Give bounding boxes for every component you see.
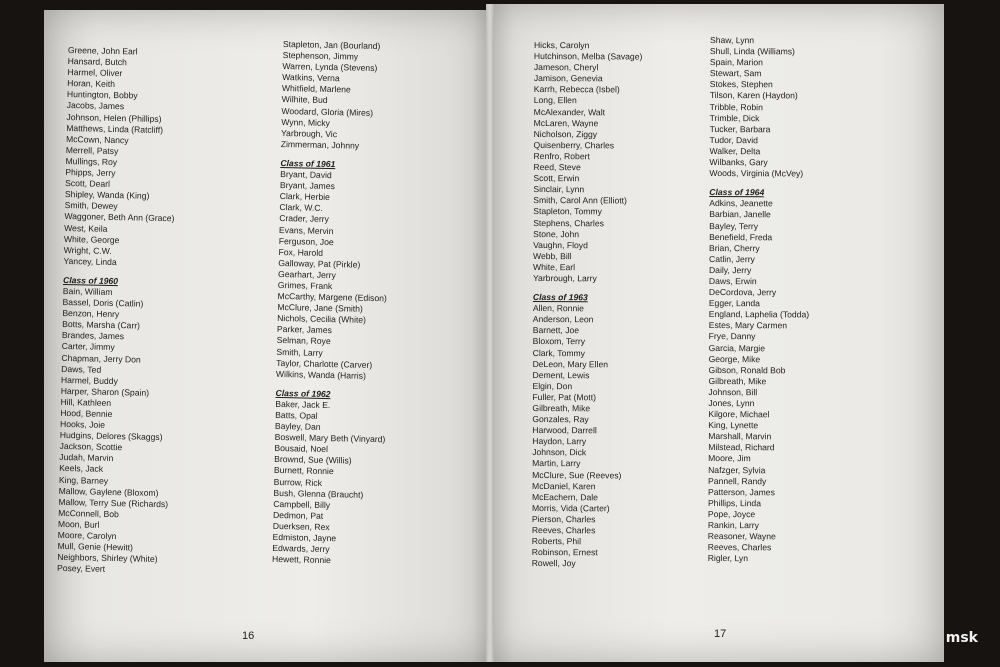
alumni-name: Johnson, Bill xyxy=(708,386,758,398)
alumni-name: Marshall, Marvin xyxy=(708,431,772,442)
alumni-name: Baker, Jack E. xyxy=(275,398,331,410)
alumni-name: Reasoner, Wayne xyxy=(707,531,776,542)
alumni-name: Duerksen, Rex xyxy=(272,520,330,533)
alumni-name: Wynn, Micky xyxy=(281,116,331,128)
alumni-name: Mull, Genie (Hewitt) xyxy=(57,541,134,553)
alumni-name: Harwood, Darrell xyxy=(532,425,597,436)
alumni-name: Stapleton, Jan (Bourland) xyxy=(282,39,381,52)
alumni-name: Wilkins, Wanda (Harris) xyxy=(275,368,367,381)
alumni-name: Nichols, Cecilia (White) xyxy=(277,313,367,326)
alumni-name: Huntington, Bobby xyxy=(66,89,138,101)
alumni-name: Milstead, Richard xyxy=(708,442,775,453)
alumni-name: Parker, James xyxy=(276,324,332,336)
alumni-name: Bush, Glenna (Braucht) xyxy=(273,487,364,500)
alumni-name: Bassel, Doris (Catlin) xyxy=(62,297,144,309)
alumni-name: Harper, Sharon (Spain) xyxy=(60,385,150,398)
alumni-name: Gonzales, Ray xyxy=(532,414,589,425)
alumni-name: Hicks, Carolyn xyxy=(533,40,590,51)
alumni-name: Tribble, Robin xyxy=(709,101,763,112)
alumni-name: Stephenson, Jimmy xyxy=(282,50,359,62)
alumni-name: Moore, Jim xyxy=(708,453,751,464)
alumni-name: Johnson, Helen (Phillips) xyxy=(66,111,162,124)
alumni-name: Yarbrough, Larry xyxy=(532,272,597,284)
left-page-column-2 xyxy=(272,39,394,568)
alumni-name: Quisenberry, Charles xyxy=(533,139,615,151)
alumni-name: Shaw, Lynn xyxy=(709,35,755,46)
alumni-name: Sinclair, Lynn xyxy=(533,184,585,195)
alumni-name: Phillips, Linda xyxy=(707,497,762,509)
alumni-name: McCown, Nancy xyxy=(65,133,129,146)
alumni-name: Hood, Bennie xyxy=(60,407,113,420)
alumni-name: Nicholson, Ziggy xyxy=(533,128,598,140)
alumni-name: Tudor, David xyxy=(709,134,758,146)
alumni-name: Bryant, James xyxy=(279,180,335,192)
alumni-name: McDaniel, Karen xyxy=(532,480,596,491)
alumni-name: Adkins, Jeanette xyxy=(709,198,773,209)
alumni-name: Clark, W.C. xyxy=(279,202,324,214)
alumni-name: Selman, Roye xyxy=(276,335,331,347)
alumni-name: Gilbreath, Mike xyxy=(532,402,591,414)
alumni-name: Whitfield, Marlene xyxy=(281,83,351,95)
alumni-name: Rigler, Lyn xyxy=(707,553,749,564)
alumni-name: Daws, Ted xyxy=(61,363,102,375)
alumni-name: Stewart, Sam xyxy=(709,68,762,79)
alumni-name: Ferguson, Joe xyxy=(278,235,334,247)
alumni-name: Hutchinson, Melba (Savage) xyxy=(533,51,643,62)
alumni-name: McAlexander, Walt xyxy=(533,106,606,117)
alumni-name: Robinson, Ernest xyxy=(531,547,598,558)
alumni-name: Horan, Keith xyxy=(67,78,116,90)
alumni-name: Pannell, Randy xyxy=(708,475,767,486)
alumni-name: Gibson, Ronald Bob xyxy=(708,364,786,376)
alumni-name: Mallow, Gaylene (Bloxom) xyxy=(58,485,159,498)
alumni-name: Waggoner, Beth Ann (Grace) xyxy=(64,211,175,224)
alumni-name: Stapleton, Tommy xyxy=(533,206,602,217)
alumni-name: Edmiston, Jayne xyxy=(272,531,337,544)
alumni-name: Phipps, Jerry xyxy=(65,167,116,179)
alumni-name: King, Barney xyxy=(58,474,109,486)
alumni-name: McClure, Jane (Smith) xyxy=(277,302,363,314)
alumni-name: England, Laphelia (Todda) xyxy=(708,309,810,320)
alumni-name: King, Lynette xyxy=(708,420,759,431)
right-page-number: 17 xyxy=(714,628,727,640)
alumni-name: Edwards, Jerry xyxy=(272,543,330,555)
alumni-name: Smith, Carol Ann (Elliott) xyxy=(533,195,627,206)
alumni-name: Moore, Carolyn xyxy=(57,529,117,542)
alumni-name: Clark, Tommy xyxy=(532,347,586,358)
alumni-name: Yancey, Linda xyxy=(63,255,117,267)
class-year-heading: Class of 1964 xyxy=(709,187,765,198)
alumni-name: Wilhite, Bud xyxy=(281,94,328,106)
alumni-name: Karrh, Rebecca (Isbel) xyxy=(533,84,620,95)
left-page-number: 16 xyxy=(242,630,255,642)
alumni-name: Bayley, Dan xyxy=(274,421,321,432)
alumni-name: Benzon, Henry xyxy=(62,308,120,320)
alumni-name: Evans, Mervin xyxy=(278,224,334,236)
alumni-name: McEachern, Dale xyxy=(531,491,598,503)
alumni-name: Stephens, Charles xyxy=(533,217,604,228)
alumni-name: Warren, Lynda (Stevens) xyxy=(282,61,378,74)
photographer-watermark: msk xyxy=(945,630,978,646)
alumni-name: McConnell, Bob xyxy=(58,507,119,520)
alumni-name: Reeves, Charles xyxy=(707,542,772,553)
book-spine xyxy=(486,4,494,662)
class-year-heading: Class of 1960 xyxy=(62,274,119,286)
class-year-heading: Class of 1963 xyxy=(532,292,588,303)
alumni-name: Smith, Larry xyxy=(276,346,323,358)
alumni-name: Judah, Marvin xyxy=(59,452,114,464)
alumni-name: Moon, Burl xyxy=(57,518,100,530)
alumni-name: George, Mike xyxy=(708,353,761,364)
alumni-name: White, Earl xyxy=(532,261,576,273)
alumni-name: Batts, Opal xyxy=(275,409,318,421)
alumni-name: Benefield, Freda xyxy=(709,231,773,242)
alumni-name: White, George xyxy=(63,233,120,245)
alumni-name: Bayley, Terry xyxy=(709,220,759,231)
alumni-name: Barbian, Janelle xyxy=(709,209,771,220)
right-page-column-2 xyxy=(708,35,811,565)
alumni-name: Fox, Harold xyxy=(278,246,324,258)
alumni-name: Tucker, Barbara xyxy=(709,123,771,135)
alumni-name: McLaren, Wayne xyxy=(533,117,599,128)
alumni-name: Patterson, James xyxy=(707,486,775,498)
left-page-column-1 xyxy=(57,45,178,577)
alumni-name: Hewett, Ronnie xyxy=(272,554,331,566)
alumni-name: Mallow, Terry Sue (Richards) xyxy=(58,496,169,509)
alumni-name: Hooks, Joie xyxy=(59,419,106,430)
alumni-name: Keels, Jack xyxy=(59,463,104,475)
alumni-name: Gearhart, Jerry xyxy=(277,268,336,281)
alumni-name: Spain, Marion xyxy=(709,57,763,68)
alumni-name: Wilbanks, Gary xyxy=(709,157,768,168)
alumni-name: Reed, Steve xyxy=(533,162,581,173)
alumni-name: Trimble, Dick xyxy=(709,112,760,123)
alumni-name: Burnett, Ronnie xyxy=(273,465,334,477)
alumni-name: Jones, Lynn xyxy=(708,397,755,409)
alumni-name: Johnson, Dick xyxy=(532,447,587,458)
class-year-heading: Class of 1961 xyxy=(280,157,336,170)
alumni-name: Walker, Delta xyxy=(709,145,761,157)
alumni-name: Neighbors, Shirley (White) xyxy=(57,552,158,565)
alumni-name: West, Keila xyxy=(64,222,108,234)
alumni-name: Bousaid, Noel xyxy=(274,443,329,455)
alumni-name: Mullings, Roy xyxy=(65,155,118,167)
alumni-name: Daws, Erwin xyxy=(708,275,757,287)
alumni-name: Zimmerman, Johnny xyxy=(280,138,360,151)
alumni-name: Hudgins, Delores (Skaggs) xyxy=(59,430,163,443)
alumni-name: Dedmon, Pat xyxy=(272,509,324,521)
alumni-name: Jacobs, James xyxy=(66,100,125,112)
alumni-name: Brownd, Sue (Willis) xyxy=(274,454,352,466)
alumni-name: Kilgore, Michael xyxy=(708,409,770,420)
alumni-name: Woodard, Gloria (Mires) xyxy=(281,105,374,118)
alumni-name: Campbell, Billy xyxy=(273,498,331,510)
alumni-name: Harmel, Oliver xyxy=(67,67,123,79)
alumni-name: Brandes, James xyxy=(61,330,125,342)
alumni-name: Webb, Bill xyxy=(533,250,572,261)
alumni-name: Smith, Dewey xyxy=(64,200,118,212)
alumni-name: Burrow, Rick xyxy=(273,476,323,488)
alumni-name: Pope, Joyce xyxy=(707,508,756,520)
alumni-name: Chapman, Jerry Don xyxy=(61,352,141,365)
alumni-name: Jackson, Scottie xyxy=(59,441,123,453)
alumni-name: Long, Ellen xyxy=(533,95,577,106)
alumni-name: Matthews, Linda (Ratcliff) xyxy=(66,122,164,135)
alumni-name: Scott, Erwin xyxy=(533,173,580,184)
alumni-name: Jameson, Cheryl xyxy=(533,62,599,73)
alumni-name: Carter, Jimmy xyxy=(61,341,115,353)
alumni-name: Rankin, Larry xyxy=(707,520,759,531)
alumni-name: Pierson, Charles xyxy=(531,513,596,525)
alumni-name: Rowell, Joy xyxy=(531,558,576,569)
alumni-name: Allen, Ronnie xyxy=(532,303,584,314)
alumni-name: Boswell, Mary Beth (Vinyard) xyxy=(274,432,386,445)
alumni-name: Bryant, David xyxy=(280,169,332,181)
alumni-name: Shull, Linda (Williams) xyxy=(709,46,795,57)
right-page-column-1 xyxy=(532,40,643,570)
class-year-heading: Class of 1962 xyxy=(275,387,331,399)
alumni-name: Taylor, Charlotte (Carver) xyxy=(276,357,373,370)
alumni-name: Barnett, Joe xyxy=(532,325,580,336)
alumni-name: DeLeon, Mary Ellen xyxy=(532,358,609,369)
alumni-name: Fuller, Pat (Mott) xyxy=(532,391,596,403)
alumni-name: Watkins, Verna xyxy=(282,72,340,84)
alumni-name: Greene, John Earl xyxy=(67,45,138,57)
alumni-name: Merrell, Patsy xyxy=(65,144,119,156)
alumni-name: Hansard, Butch xyxy=(67,56,127,68)
alumni-name: Renfro, Robert xyxy=(533,150,590,162)
alumni-name: Yarbrough, Vic xyxy=(280,127,338,139)
alumni-name: Roberts, Phil xyxy=(531,536,582,547)
alumni-name: Grimes, Frank xyxy=(277,279,333,292)
alumni-name: Harmel, Buddy xyxy=(60,374,118,386)
alumni-name: Crader, Jerry xyxy=(279,213,330,225)
alumni-name: DeCordova, Jerry xyxy=(708,287,777,298)
alumni-name: Catlin, Jerry xyxy=(709,253,755,264)
alumni-name: Frye, Danny xyxy=(708,331,756,342)
alumni-name: Elgin, Don xyxy=(532,380,573,391)
alumni-name: Woods, Virginia (McVey) xyxy=(709,168,804,179)
alumni-name: Hill, Kathleen xyxy=(60,396,112,408)
alumni-name: Stokes, Stephen xyxy=(709,79,773,90)
alumni-name: Scott, Dearl xyxy=(65,178,111,190)
alumni-name: Estes, Mary Carmen xyxy=(708,320,788,331)
alumni-name: Botts, Marsha (Carr) xyxy=(62,319,141,331)
alumni-name: Bloxom, Terry xyxy=(532,336,586,347)
alumni-name: Brian, Cherry xyxy=(709,242,760,253)
alumni-name: Gilbreath, Mike xyxy=(708,375,767,387)
alumni-name: Daily, Jerry xyxy=(708,264,752,276)
alumni-name: Haydon, Larry xyxy=(532,436,587,447)
alumni-name: Posey, Evert xyxy=(56,563,106,575)
alumni-name: Garcia, Margie xyxy=(708,342,766,353)
alumni-name: Martin, Larry xyxy=(532,458,581,469)
alumni-name: Egger, Landa xyxy=(708,298,760,309)
alumni-name: Reeves, Charles xyxy=(531,525,596,536)
alumni-name: Tilson, Karen (Haydon) xyxy=(709,90,798,101)
alumni-name: Bain, William xyxy=(62,285,113,297)
alumni-name: Clark, Herbie xyxy=(279,191,330,203)
alumni-name: McClure, Sue (Reeves) xyxy=(532,469,622,480)
alumni-name: Jamison, Genevia xyxy=(533,73,603,84)
alumni-name: McCarthy, Margene (Edison) xyxy=(277,291,387,304)
alumni-name: Galloway, Pat (Pirkle) xyxy=(278,257,361,270)
alumni-name: Anderson, Leon xyxy=(532,314,594,325)
alumni-name: Morris, Vida (Carter) xyxy=(531,502,610,514)
alumni-name: Vaughn, Floyd xyxy=(533,239,588,250)
alumni-name: Dement, Lewis xyxy=(532,369,590,380)
alumni-name: Shipley, Wanda (King) xyxy=(64,189,150,201)
alumni-name: Stone, John xyxy=(533,228,580,239)
alumni-name: Wright, C.W. xyxy=(63,244,112,256)
alumni-name: Nafzger, Sylvia xyxy=(708,464,766,475)
